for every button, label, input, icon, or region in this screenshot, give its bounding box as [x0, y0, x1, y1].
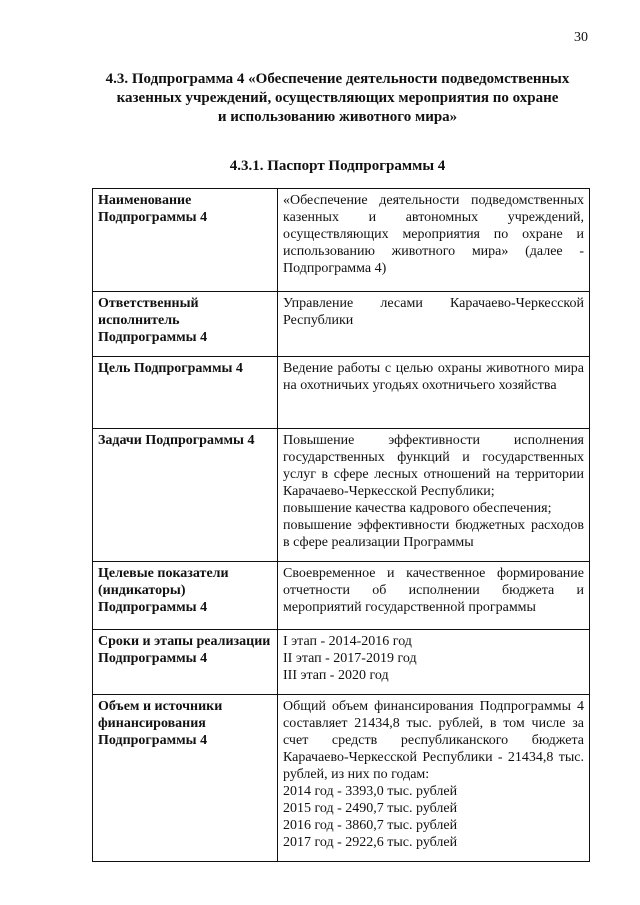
section-heading-line: казенных учреждений, осуществляющих мероприятия по охране — [116, 90, 559, 106]
value-line: Повышение эффективности исполнения государственных функций и государственных услуг в сфере лесных отношений на территории Карачаево-Черкесской Республики; — [283, 433, 584, 499]
table-row — [93, 695, 590, 862]
row-value: Своевременное и качественное формирование отчетности об исполнении бюджета и мероприятий государственной программы — [278, 562, 590, 630]
table-row — [93, 429, 590, 562]
value-line: повышение эффективности бюджетных расходов в сфере реализации Программы — [283, 518, 584, 550]
row-value: «Обеспечение деятельности подведомственных казенных и автономных учреждений, осуществляющих мероприятия по охране и использованию животного мира» (далее - Подпрограмма 4) — [278, 189, 590, 292]
table-row — [93, 292, 590, 357]
row-value: Управление лесами Карачаево-Черкесской Республики — [278, 292, 590, 357]
page-number: 30 — [574, 30, 588, 45]
row-label: Объем и источники финансирования Подпрограммы 4 — [93, 695, 278, 862]
table-row — [93, 357, 590, 429]
value-line: 2016 год - 3860,7 тыс. рублей — [283, 818, 458, 833]
value-line: III этап - 2020 год — [283, 668, 389, 683]
section-heading — [70, 70, 605, 127]
table-row — [93, 562, 590, 630]
row-label: Сроки и этапы реализации Подпрограммы 4 — [93, 630, 278, 695]
table-row — [93, 630, 590, 695]
row-label: Цель Подпрограммы 4 — [93, 357, 278, 429]
value-line: 2017 год - 2922,6 тыс. рублей — [283, 835, 458, 850]
row-label: Задачи Подпрограммы 4 — [93, 429, 278, 562]
section-heading-line: 4.3. Подпрограмма 4 «Обеспечение деятельности подведомственных — [105, 71, 570, 87]
row-value — [278, 695, 590, 862]
passport-table — [92, 188, 590, 862]
row-label: Целевые показатели (индикаторы) Подпрограммы 4 — [93, 562, 278, 630]
value-line: 2015 год - 2490,7 тыс. рублей — [283, 801, 458, 816]
value-line: Общий объем финансирования Подпрограммы 4 составляет 21434,8 тыс. рублей, в том числе за счет средств республиканского бюджета Карачаево-Черкесской Республики - 21434,8 тыс. рублей, из них по годам: — [283, 699, 584, 782]
value-line: повышение качества кадрового обеспечения; — [283, 501, 552, 516]
row-label: Наименование Подпрограммы 4 — [93, 189, 278, 292]
value-line: 2014 год - 3393,0 тыс. рублей — [283, 784, 458, 799]
row-value — [278, 429, 590, 562]
table-row — [93, 189, 590, 292]
row-label: Ответственный исполнитель Подпрограммы 4 — [93, 292, 278, 357]
row-value: Ведение работы с целью охраны животного мира на охотничьих угодьях охотничьего хозяйства — [278, 357, 590, 429]
value-line: I этап - 2014-2016 год — [283, 634, 412, 649]
passport-heading: 4.3.1. Паспорт Подпрограммы 4 — [229, 158, 446, 174]
value-line: II этап - 2017-2019 год — [283, 651, 417, 666]
section-heading-line: и использованию животного мира» — [217, 109, 458, 125]
row-value — [278, 630, 590, 695]
